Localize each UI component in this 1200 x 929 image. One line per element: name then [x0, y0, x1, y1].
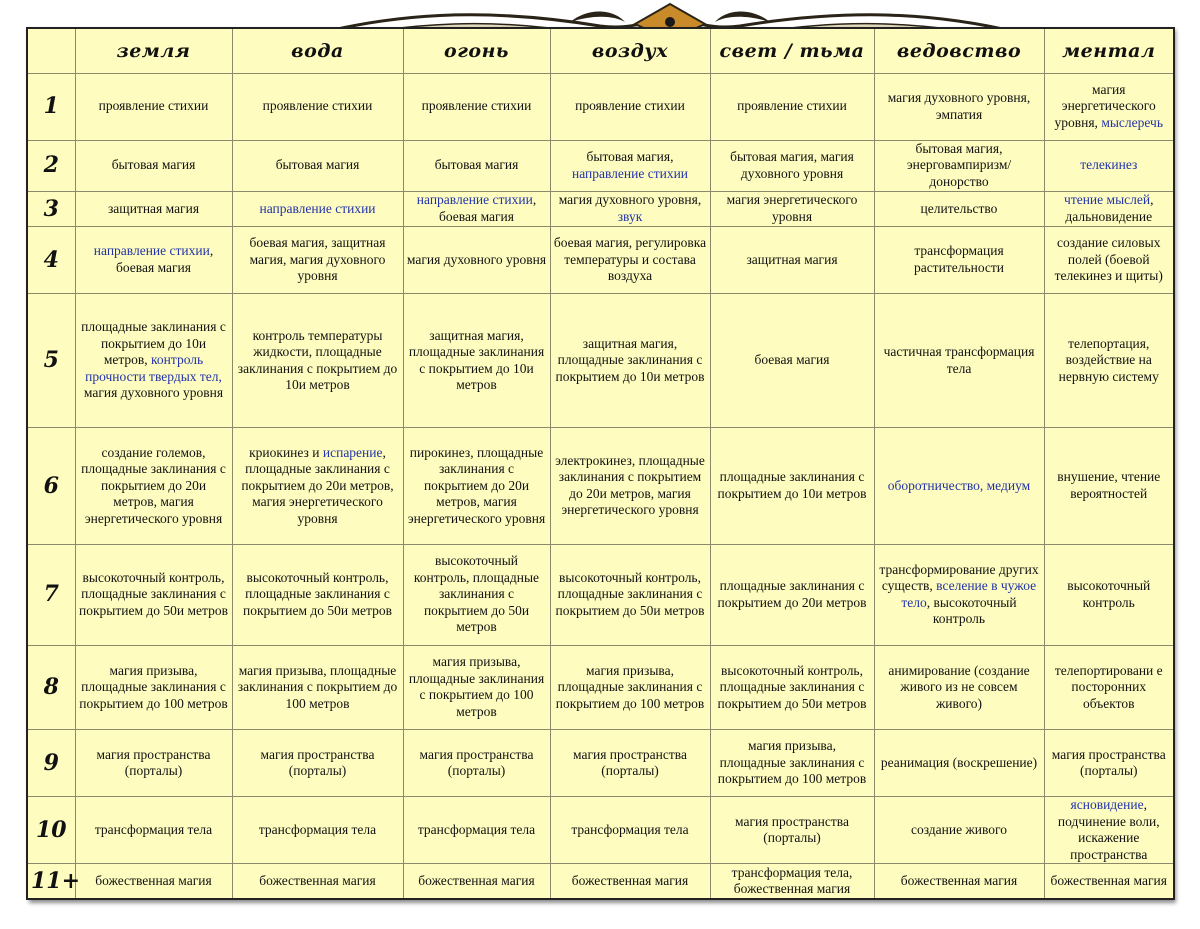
table-cell [874, 797, 1044, 864]
table-cell [232, 730, 403, 797]
table-cell [874, 645, 1044, 729]
cell-text: бытовая магия, магия духовного уровня [730, 149, 854, 181]
table-cell [710, 544, 874, 645]
level-number: 9 [27, 730, 75, 797]
cell-text: божественная магия [571, 872, 689, 888]
cell-text: трансформация тела, божественная магия [731, 864, 853, 897]
table-cell [550, 428, 710, 544]
table-cell [75, 797, 232, 864]
highlighted-text: испарение [322, 444, 383, 460]
table-cell [710, 294, 874, 428]
table-cell [75, 645, 232, 729]
table-cell [75, 73, 232, 140]
cell-text: боевая магия, регулировка температуры и состава воздуха [553, 235, 707, 284]
table-cell [874, 428, 1044, 544]
table-row [27, 645, 1174, 729]
column-header: вода [232, 28, 403, 73]
table-cell [75, 544, 232, 645]
cell-text: магия пространства (порталы) [1051, 746, 1166, 779]
highlighted-text: оборотничество, медиум [887, 477, 1031, 493]
level-number: 3 [27, 191, 75, 226]
cell-text: , высокоточный контроль [926, 594, 1017, 627]
table-cell [550, 645, 710, 729]
cell-text: магия призыва, площадные заклинания с покрытием до 100 метров [555, 662, 705, 711]
table-cell [550, 864, 710, 899]
cell-text: электрокинез, площадные заклинания с покрытием до 20и метров, магия энергетического уровня [555, 452, 705, 518]
cell-text: божественная магия [259, 872, 376, 888]
cell-text: трансформация растительности [913, 243, 1005, 275]
level-number: 5 [27, 294, 75, 428]
table-cell [1044, 544, 1174, 645]
cell-text: магия духовного уровня, эмпатия [887, 90, 1031, 122]
cell-text: создание силовых полей (боевой телекинез и щиты) [1054, 235, 1163, 284]
table-cell [1044, 191, 1174, 226]
cell-text: магия призыва, площадные заклинания с покрытием до 100 метров [717, 738, 867, 787]
table-cell [75, 226, 232, 293]
table-cell [232, 797, 403, 864]
table-row [27, 140, 1174, 191]
cell-text: магия пространства (порталы) [260, 746, 375, 779]
table-cell [874, 730, 1044, 797]
cell-text: боевая магия, защитная магия, магия духовного уровня [249, 235, 386, 284]
cell-text: божественная магия [1050, 872, 1167, 888]
table-cell [232, 294, 403, 428]
cell-text: проявление стихии [737, 98, 847, 114]
cell-text: , боевая магия [116, 243, 214, 275]
cell-text: магия духовного уровня [406, 251, 547, 267]
table-cell [550, 544, 710, 645]
cell-text: проявление стихии [262, 98, 373, 114]
cell-text: магия энергетического уровня [726, 192, 858, 224]
column-header: свет / тьма [710, 28, 874, 73]
cell-text: бытовая магия, [586, 149, 674, 165]
cell-text: магия пространства (порталы) [419, 746, 534, 779]
table-cell [403, 544, 550, 645]
cell-text: магия пространства (порталы) [735, 813, 849, 846]
cell-text: божественная магия [900, 872, 1018, 888]
cell-text: телепортировани е посторонних объектов [1054, 662, 1163, 711]
cell-text: защитная магия, площадные заклинания с покрытием до 10и метров [408, 327, 545, 393]
table-cell [710, 226, 874, 293]
cell-text: создание големов, площадные заклинания с покрытием до 20и метров, магия энергетического уровня [81, 444, 226, 526]
highlighted-text: звук [617, 208, 643, 224]
table-cell [1044, 797, 1174, 864]
cell-text: , подчинение воли, искажение пространства [1057, 797, 1160, 862]
column-header: ментал [1044, 28, 1174, 73]
column-header: ведовство [874, 28, 1044, 73]
table-row [27, 797, 1174, 864]
highlighted-text: ясновидение [1070, 797, 1144, 813]
cell-text: высокоточный контроль, площадные заклинания с покрытием до 50и метров [79, 569, 228, 618]
column-header: воздух [550, 28, 710, 73]
cell-text: , боевая магия [439, 192, 537, 224]
level-number: 8 [27, 645, 75, 729]
table-cell [232, 428, 403, 544]
cell-text: высокоточный контроль, площадные заклинания с покрытием до 50и метров [243, 569, 392, 618]
table-cell [1044, 73, 1174, 140]
cell-text: защитная магия [107, 200, 200, 216]
level-number: 4 [27, 226, 75, 293]
cell-text: магия духовного уровня [83, 385, 224, 401]
table-cell [1044, 864, 1174, 899]
table-cell [232, 226, 403, 293]
cell-text: площадные заклинания с покрытием до 10и метров [717, 469, 867, 501]
level-number: 6 [27, 428, 75, 544]
table-cell [232, 140, 403, 191]
cell-text: , площадные заклинания с покрытием до 20и метров, магия энергетического уровня [241, 444, 394, 526]
table-cell [710, 191, 874, 226]
table-row [27, 191, 1174, 226]
table-cell [874, 294, 1044, 428]
level-number: 2 [27, 140, 75, 191]
cell-text: магия призыва, площадные заклинания с покрытием до 100 метров [408, 654, 545, 719]
table-cell [710, 140, 874, 191]
table-cell [1044, 226, 1174, 293]
table-cell [403, 428, 550, 544]
table-cell [710, 730, 874, 797]
table-cell [710, 645, 874, 729]
cell-text: магия призыва, площадные заклинания с покрытием до 100 метров [237, 662, 398, 711]
highlighted-text: телекинез [1080, 157, 1138, 173]
table-cell [75, 140, 232, 191]
table-cell [550, 191, 710, 226]
cell-text: площадные заклинания с покрытием до 10и метров, [81, 319, 226, 368]
cell-text: трансформация тела [258, 822, 377, 838]
cell-text: реанимация (воскрешение) [880, 754, 1038, 770]
cell-text: внушение, чтение вероятностей [1057, 469, 1161, 501]
table-row [27, 294, 1174, 428]
highlighted-text: вселение в чужое тело [901, 578, 1037, 610]
table-cell [1044, 140, 1174, 191]
table-row [27, 864, 1174, 899]
table-cell [710, 864, 874, 899]
cell-text: , дальновидение [1065, 192, 1154, 224]
magic-levels-table-container [26, 27, 1173, 900]
table-cell [874, 544, 1044, 645]
table-cell [1044, 428, 1174, 544]
table-cell [550, 73, 710, 140]
table-cell [75, 428, 232, 544]
table-cell [403, 226, 550, 293]
table-cell [874, 73, 1044, 140]
table-row [27, 730, 1174, 797]
highlighted-text: направление стихии [416, 192, 533, 208]
table-cell [550, 797, 710, 864]
table-row [27, 428, 1174, 544]
table-cell [710, 797, 874, 864]
cell-text: магия духовного уровня, [558, 192, 702, 208]
cell-text: частичная трансформация тела [883, 344, 1035, 376]
table-cell [75, 294, 232, 428]
cell-text: создание живого [910, 822, 1008, 838]
table-cell [403, 864, 550, 899]
table-row [27, 544, 1174, 645]
level-number: 1 [27, 73, 75, 140]
table-cell [874, 864, 1044, 899]
table-cell [550, 294, 710, 428]
cell-text: контроль температуры жидкости, площадные заклинания с покрытием до 10и метров [237, 327, 398, 393]
cell-text: трансформация тела [417, 822, 536, 838]
cell-text: анимирование (создание живого из не совсем живого) [888, 662, 1030, 711]
cell-text: божественная магия [95, 872, 212, 888]
table-row [27, 226, 1174, 293]
cell-text: высокоточный контроль, площадные заклинания с покрытием до 50и метров [555, 569, 705, 618]
cell-text: проявление стихии [421, 98, 532, 114]
level-number: 10 [27, 797, 75, 864]
cell-text: трансформация тела [571, 822, 689, 838]
cell-text: бытовая магия [275, 157, 360, 173]
column-header: земля [75, 28, 232, 73]
table-row [27, 73, 1174, 140]
table-cell [874, 191, 1044, 226]
level-number: 11+ [27, 864, 75, 899]
table-cell [874, 140, 1044, 191]
cell-text: бытовая магия [111, 157, 196, 173]
cell-text: трансформирование других существ, [879, 561, 1039, 594]
highlighted-text: направление стихии [571, 165, 689, 181]
highlighted-text: направление стихии [93, 243, 210, 259]
highlighted-text: контроль прочности твердых тел, [85, 352, 222, 384]
table-cell [75, 864, 232, 899]
highlighted-text: мыслеречь [1101, 114, 1163, 130]
table-cell [550, 226, 710, 293]
level-number: 7 [27, 544, 75, 645]
cell-text: высокоточный контроль [1067, 578, 1151, 610]
cell-text: магия энергетического уровня, [1054, 81, 1156, 130]
table-cell [403, 140, 550, 191]
cell-text: телепортация, воздействие на нервную систему [1058, 335, 1159, 384]
cell-text: трансформация тела [94, 822, 213, 838]
table-cell [232, 544, 403, 645]
table-cell [403, 645, 550, 729]
cell-text: высокоточный контроль, площадные заклинания с покрытием до 50и метров [413, 553, 540, 635]
cell-text: криокинез и [249, 444, 323, 460]
cell-text: высокоточный контроль, площадные заклинания с покрытием до 50и метров [717, 662, 867, 711]
cell-text: магия пространства (порталы) [573, 746, 687, 779]
corner-cell [27, 28, 75, 73]
table-cell [403, 294, 550, 428]
cell-text: боевая магия [754, 352, 830, 368]
table-cell [1044, 645, 1174, 729]
cell-text: божественная магия [418, 872, 535, 888]
cell-text: магия пространства (порталы) [96, 746, 211, 779]
table-cell [1044, 294, 1174, 428]
table-cell [403, 73, 550, 140]
table-cell [710, 428, 874, 544]
table-cell [75, 730, 232, 797]
table-cell [1044, 730, 1174, 797]
cell-text: защитная магия [746, 251, 838, 267]
cell-text: проявление стихии [98, 98, 209, 114]
cell-text: бытовая магия [434, 157, 519, 173]
cell-text: защитная магия, площадные заклинания с покрытием до 10и метров [555, 335, 705, 384]
table-cell [403, 191, 550, 226]
cell-text: площадные заклинания с покрытием до 20и метров [717, 578, 867, 610]
cell-text: бытовая магия, энерговампиризм/ донорство [906, 140, 1012, 189]
table-cell [232, 864, 403, 899]
highlighted-text: направление стихии [259, 200, 376, 216]
table-cell [710, 73, 874, 140]
table-cell [75, 191, 232, 226]
cell-text: проявление стихии [575, 98, 685, 114]
column-header: огонь [403, 28, 550, 73]
table-cell [403, 797, 550, 864]
cell-text: пирокинез, площадные заклинания с покрытием до 20и метров, магия энергетического уровня [407, 444, 546, 526]
cell-text: магия призыва, площадные заклинания с покрытием до 100 метров [79, 662, 228, 711]
highlighted-text: чтение мыслей [1064, 192, 1151, 208]
cell-text: целительство [920, 200, 998, 216]
table-cell [403, 730, 550, 797]
header-row [27, 28, 1174, 73]
table-cell [232, 73, 403, 140]
table-cell [550, 730, 710, 797]
table-cell [232, 191, 403, 226]
table-cell [874, 226, 1044, 293]
table-cell [550, 140, 710, 191]
magic-levels-table [26, 27, 1175, 900]
table-cell [232, 645, 403, 729]
